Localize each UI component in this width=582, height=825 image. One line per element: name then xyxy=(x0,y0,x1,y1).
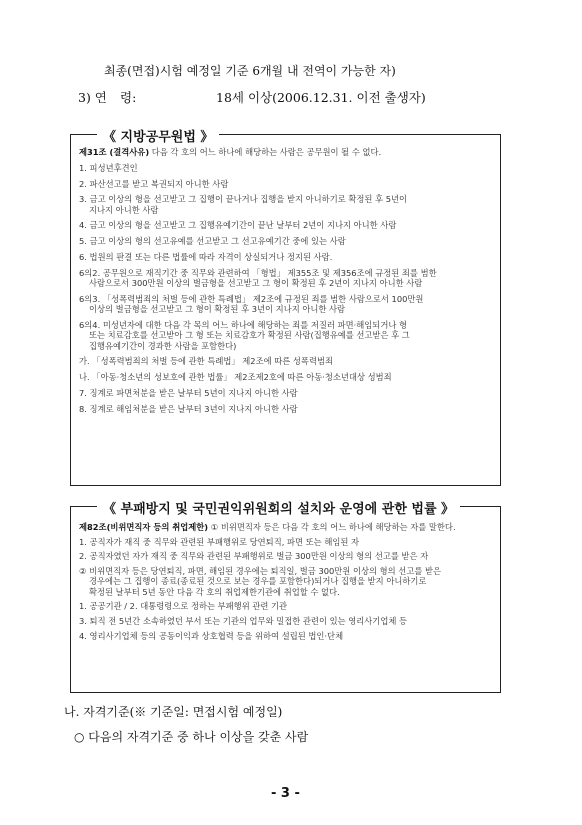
item-line-cont: 또는 치료감호를 선고받아 그 형 또는 치료감호가 확정된 사람(집행유예를 선고받은 후 그 xyxy=(89,330,410,341)
item-line: 2. 공직자였던 자가 재직 중 직무와 관련된 부패행위로 벌금 300만원 이상의 형의 선고를 받은 자 xyxy=(79,551,429,562)
item-line-cont: 확정된 날부터 5년 동안 다음 각 호의 취업제한기관에 취업할 수 없다. xyxy=(89,586,340,597)
qualification-criteria-item: ○ 다음의 자격기준 중 하나 이상을 갖춘 사람 xyxy=(74,730,309,744)
list-item xyxy=(79,179,494,189)
qualification-criteria-heading: 나. 자격기준(※ 기준일: 면접시험 예정일) xyxy=(64,705,283,719)
item-line: 2. 파산선고를 받고 복권되지 아니한 사람 xyxy=(79,178,229,189)
list-item xyxy=(79,356,494,366)
item-line: 가. 「성폭력범죄의 처벌 등에 관한 특례법」 제2조에 따른 성폭력범죄 xyxy=(79,356,333,367)
eligibility-note-line: 최종(면접)시험 예정일 기준 6개월 내 전역이 가능한 자) xyxy=(104,64,396,78)
article-text: ① 비위면직자 등은 다음 각 호의 어느 하나에 해당하는 자를 말한다. xyxy=(210,522,456,532)
item-line: 4. 영리사기업체 등의 공동이익과 상호협력 등을 위하여 설립된 법인·단체 xyxy=(79,630,344,641)
list-item xyxy=(79,320,494,351)
article-heading xyxy=(79,147,494,157)
list-item xyxy=(79,551,494,561)
age-label: 령: xyxy=(120,90,137,105)
item-line: 7. 징계로 파면처분을 받은 날부터 5년이 지나지 아니한 사람 xyxy=(79,387,298,398)
box-title: 《 부패방지 및 국민권익위원회의 설치와 운영에 관한 법률 》 xyxy=(97,498,460,517)
article-head: 제82조(비위면직자 등의 취업제한) xyxy=(79,522,209,532)
item-line-cont: 사람으로서 300만원 이상의 벌금형을 선고받고 그 형이 확정된 후 2년이 지나지 아니한 사람 xyxy=(89,277,423,288)
age-label-num: 3) 연 xyxy=(78,90,107,105)
item-line: 4. 금고 이상의 형을 선고받고 그 집행유예기간이 끝난 날부터 2년이 지나지 아니한 사람 xyxy=(79,220,397,231)
local-public-official-act-box xyxy=(70,130,501,486)
item-line: 나. 「아동·청소년의 성보호에 관한 법률」 제2조제2호에 따른 아동·청소년대상 성범죄 xyxy=(79,372,392,383)
page-number: - 3 - xyxy=(271,786,300,801)
list-item xyxy=(79,163,494,173)
item-line: 6의2. 공무원으로 재직기간 중 직무와 관련하여 「형법」 제355조 및 제356조에 규정된 죄를 범한 xyxy=(79,267,437,278)
list-item xyxy=(79,252,494,262)
list-item xyxy=(79,236,494,246)
article-items xyxy=(79,147,494,419)
item-line: 3. 금고 이상의 형을 선고받고 그 집행이 끝나거나 집행을 받지 아니하기로 확정된 후 5년이 xyxy=(79,194,408,205)
list-item xyxy=(79,601,494,611)
list-item xyxy=(79,220,494,230)
list-item xyxy=(79,372,494,382)
list-item xyxy=(79,404,494,414)
item-line: ② 비위면직자 등은 당연퇴직, 파면, 해임된 경우에는 퇴직일, 벌금 300만원 이상의 형의 선고를 받은 xyxy=(79,565,442,576)
box-title: 《 지방공무원법 》 xyxy=(97,126,219,145)
list-item xyxy=(79,268,494,289)
item-line-cont: 집행유예기간이 경과한 사람을 포함한다) xyxy=(89,340,237,351)
item-line-cont: 경우에는 그 집행이 종료(종료된 것으로 보는 경우를 포함한다)되거나 집행을 받지 아니하기로 xyxy=(89,576,427,587)
article-heading xyxy=(79,522,494,532)
item-line-cont: 지나지 아니한 사람 xyxy=(89,204,159,215)
item-line-cont: 이상의 벌금형을 선고받고 그 형이 확정된 후 3년이 지나지 아니한 사람 xyxy=(89,304,346,315)
list-item xyxy=(79,388,494,398)
item-line: 1. 공직자가 재직 중 직무와 관련된 부패행위로 당연퇴직, 파면 또는 해임된 자 xyxy=(79,536,360,547)
item-line: 1. 피성년후견인 xyxy=(79,162,138,173)
article-text: 다음 각 호의 어느 하나에 해당하는 사람은 공무원이 될 수 없다. xyxy=(151,147,382,157)
list-item xyxy=(79,566,494,597)
item-line: 6. 법원의 판결 또는 다른 법률에 따라 자격이 상실되거나 정지된 사람. xyxy=(79,251,333,262)
item-line: 5. 금고 이상의 형의 선고유예를 선고받고 그 선고유예기간 중에 있는 사람 xyxy=(79,236,346,247)
item-line: 1. 공공기관 / 2. 대통령령으로 정하는 부패행위 관련 기관 xyxy=(79,601,288,612)
list-item xyxy=(79,194,494,215)
list-item xyxy=(79,616,494,626)
item-line: 8. 징계로 해임처분을 받은 날부터 3년이 지나지 아니한 사람 xyxy=(79,403,298,414)
item-line: 3. 퇴직 전 5년간 소속하였던 부서 또는 기관의 업무와 밀접한 관련이 있는 영리사기업체 등 xyxy=(79,616,408,626)
anti-corruption-act-box xyxy=(70,502,501,693)
article-items xyxy=(79,522,494,645)
age-requirement xyxy=(78,88,426,106)
item-line: 6의4. 미성년자에 대한 다음 각 목의 어느 하나에 해당하는 죄를 저질러 파면·해임되거나 형 xyxy=(79,319,408,330)
list-item xyxy=(79,537,494,547)
list-item xyxy=(79,294,494,315)
list-item xyxy=(79,631,494,641)
item-line: 6의3. 「성폭력범죄의 처벌 등에 관한 특례법」 제2조에 규정된 죄를 범한 사람으로서 100만원 xyxy=(79,293,424,304)
article-head: 제31조 (결격사유) xyxy=(79,147,150,157)
age-value: 18세 이상(2006.12.31. 이전 출생자) xyxy=(216,90,426,105)
